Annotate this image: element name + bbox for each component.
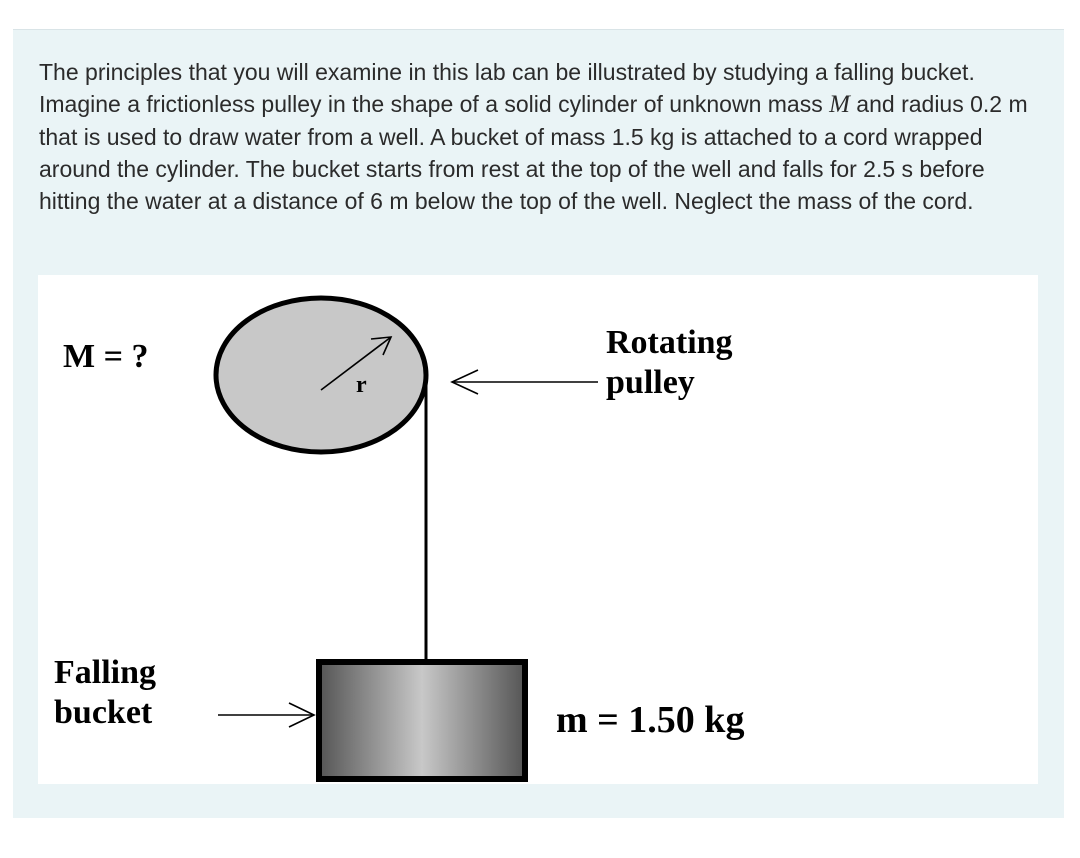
problem-text-part-2: and radius 0.2 m that is used to draw water from a well. A bucket of mass 1.5 kg is attached to a cord wrapped around the cylinder. The bucket starts from rest at the top of the well and falls for 2.5 s before hitting the water at a distance of 6 m below the top of the well. Neglect the mass of the cord. <box>39 91 1028 214</box>
bucket-label: bucket <box>54 694 153 731</box>
problem-card <box>13 29 1064 818</box>
mass-symbol: M <box>829 91 850 118</box>
bucket-pointer-arrow <box>218 703 314 727</box>
pulley-diagram <box>38 275 1038 784</box>
pulley-disk <box>216 298 426 452</box>
problem-statement <box>39 56 1039 217</box>
radius-label: r <box>356 372 367 398</box>
pulley-mass-label: M = ? <box>63 338 149 375</box>
pulley-pointer-arrow <box>452 370 598 394</box>
falling-label: Falling <box>54 654 157 691</box>
pulley-diagram-svg <box>38 275 1038 784</box>
bucket-mass-label: m = 1.50 kg <box>556 699 745 741</box>
pulley-label: pulley <box>606 364 695 401</box>
problem-text-part-1: The principles that you will examine in this lab can be illustrated by studying a falling bucket. Imagine a frictionless pulley in the shape of a solid cylinder of unknown mass <box>39 59 975 117</box>
rotating-label: Rotating <box>606 324 733 361</box>
bucket <box>319 662 525 779</box>
